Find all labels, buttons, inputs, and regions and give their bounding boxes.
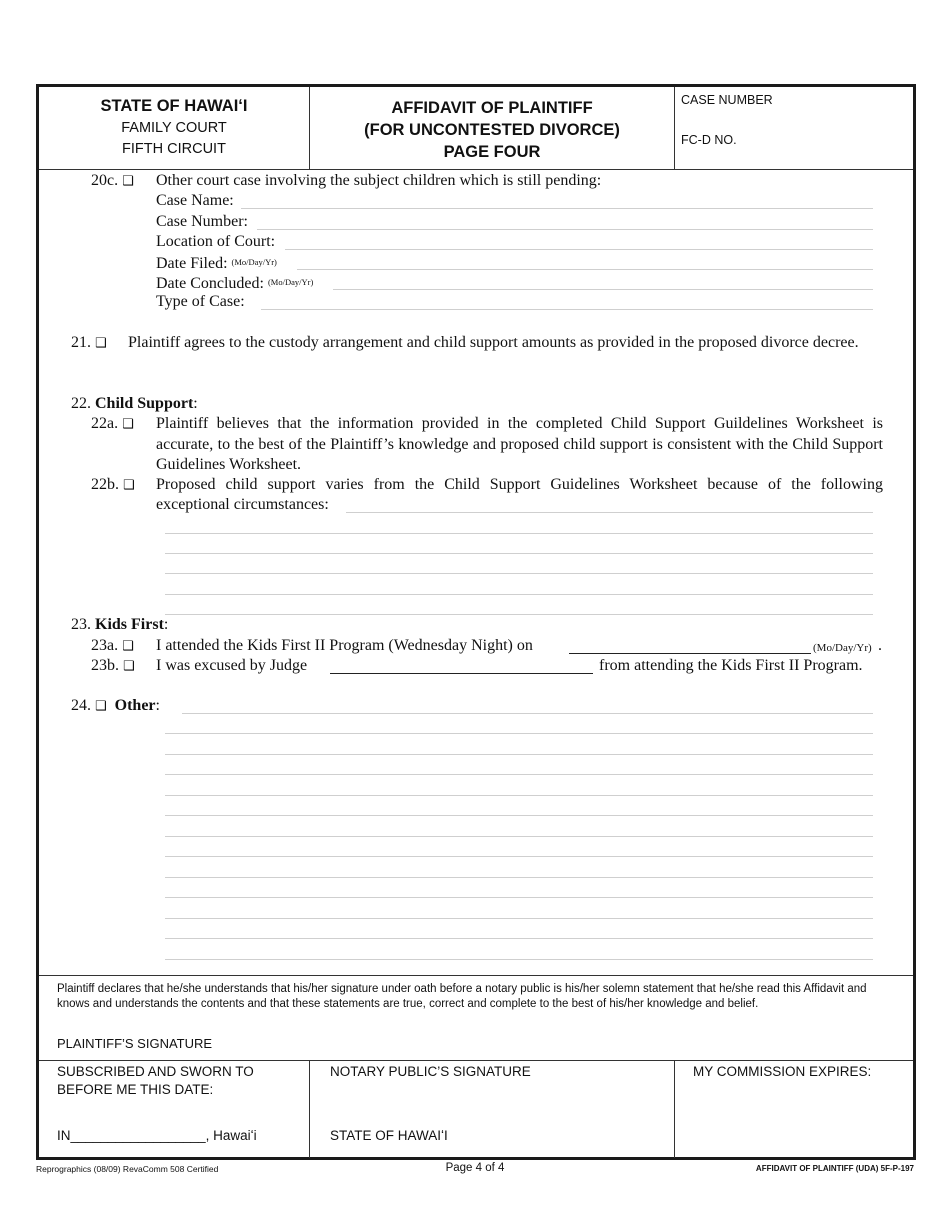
other-line[interactable] bbox=[165, 856, 873, 857]
notary-signature-label[interactable]: NOTARY PUBLIC’S SIGNATURE bbox=[330, 1064, 531, 1079]
item-number: 20c. bbox=[91, 172, 119, 189]
kids-first-date-hint: (Mo/Day/Yr) bbox=[813, 642, 872, 654]
item-21 bbox=[71, 333, 111, 354]
subscribed-line-2: BEFORE ME THIS DATE: bbox=[57, 1082, 214, 1097]
date-filed-label bbox=[156, 252, 277, 274]
commission-cell bbox=[675, 1061, 913, 1158]
footer-reprographics: Reprographics (08/09) RevaComm 508 Certified bbox=[36, 1164, 219, 1174]
declaration-text: Plaintiff declares that he/she understands that his/her signature under oath before a notary public is his/her solemn statement that he/she read this Affidavit and knows and understands the contents and that these statements are true, correct and complete to the best of his/her knowledge and belief. bbox=[57, 983, 867, 1010]
other-line[interactable] bbox=[165, 918, 873, 919]
notary-signature-cell bbox=[310, 1061, 675, 1158]
checkbox-22a[interactable]: ❑ bbox=[122, 417, 134, 432]
checkbox-24[interactable]: ❑ bbox=[95, 699, 107, 714]
date-filed-text: Date Filed: bbox=[156, 255, 228, 272]
other-line[interactable] bbox=[165, 877, 873, 878]
checkbox-21[interactable]: ❑ bbox=[95, 336, 107, 351]
date-hint: (Mo/Day/Yr) bbox=[231, 257, 277, 267]
item-number: 24. bbox=[71, 697, 91, 714]
exceptional-circumstances-line[interactable] bbox=[165, 614, 873, 615]
notary-section bbox=[39, 1060, 913, 1158]
title-line-2: (FOR UNCONTESTED DIVORCE) bbox=[364, 121, 620, 139]
other-line[interactable] bbox=[165, 795, 873, 796]
court-name: FAMILY COURT bbox=[121, 120, 227, 136]
other-line[interactable] bbox=[165, 754, 873, 755]
colon: : bbox=[193, 395, 198, 412]
item-24 bbox=[71, 696, 160, 717]
county-field[interactable]: IN__________________, Hawaiʻi bbox=[57, 1128, 257, 1143]
other-line[interactable] bbox=[165, 938, 873, 939]
other-line[interactable] bbox=[165, 836, 873, 837]
item-22a-text: Plaintiff believes that the information provided in the completed Child Support Guildelines Worksheet is accurate, to the best of the Plaintiff’s knowledge and proposed child support is consistent with the Child Support Guidelines Worksheet. bbox=[156, 415, 883, 473]
exceptional-circumstances-line[interactable] bbox=[165, 533, 873, 534]
item-22b-text-line2: exceptional circumstances: bbox=[156, 496, 329, 513]
footer-form-id: AFFIDAVIT OF PLAINTIFF (UDA) 5F-P-197 bbox=[755, 1164, 914, 1173]
location-field[interactable] bbox=[285, 249, 873, 250]
item-number: 22a. bbox=[91, 415, 119, 432]
other-heading: Other bbox=[114, 697, 156, 714]
checkbox-23a[interactable]: ❑ bbox=[122, 639, 134, 654]
item-23a-text: I attended the Kids First II Program (Wednesday Night) on bbox=[156, 637, 533, 654]
item-23b bbox=[91, 656, 139, 677]
item-number: 23a. bbox=[91, 637, 119, 654]
date-concluded-label bbox=[156, 272, 313, 294]
item-22b bbox=[91, 475, 139, 496]
item-number: 21. bbox=[71, 334, 91, 351]
commission-expires-label[interactable]: MY COMMISSION EXPIRES: bbox=[693, 1064, 872, 1079]
checkbox-23b[interactable]: ❑ bbox=[123, 659, 135, 674]
case-number-label: CASE NUMBER bbox=[681, 93, 773, 107]
exceptional-circumstances-line[interactable] bbox=[165, 553, 873, 554]
form-title bbox=[310, 97, 674, 163]
type-of-case-label: Type of Case: bbox=[156, 293, 245, 310]
colon: : bbox=[155, 697, 160, 714]
item-21-text: Plaintiff agrees to the custody arrangement and child support amounts as provided in the proposed divorce decree. bbox=[128, 334, 859, 351]
title-line-1: AFFIDAVIT OF PLAINTIFF bbox=[391, 99, 593, 117]
other-line[interactable] bbox=[165, 959, 873, 960]
other-line[interactable] bbox=[165, 733, 873, 734]
date-hint: (Mo/Day/Yr) bbox=[267, 277, 314, 287]
title-line-3: PAGE FOUR bbox=[443, 143, 541, 161]
kids-first-heading: Kids First bbox=[95, 616, 164, 633]
item-22a bbox=[91, 414, 138, 435]
case-number-field-label: Case Number: bbox=[156, 213, 248, 230]
case-number-block[interactable] bbox=[675, 87, 913, 169]
checkbox-22b[interactable]: ❑ bbox=[123, 478, 135, 493]
kids-first-date-field[interactable] bbox=[569, 653, 811, 654]
other-line[interactable] bbox=[165, 815, 873, 816]
item-22-heading bbox=[71, 394, 198, 414]
date-filed-field[interactable] bbox=[297, 269, 873, 270]
footer-page-number: Page 4 of 4 bbox=[445, 1162, 505, 1174]
colon: : bbox=[163, 616, 169, 633]
child-support-heading: Child Support bbox=[95, 395, 194, 412]
case-number-field[interactable] bbox=[257, 229, 873, 230]
case-prefix: FC-D NO. bbox=[681, 133, 737, 147]
case-name-label: Case Name: bbox=[156, 192, 234, 209]
case-name-field[interactable] bbox=[241, 208, 873, 209]
other-line[interactable] bbox=[165, 897, 873, 898]
item-23b-text: I was excused by Judge bbox=[156, 657, 308, 674]
subscribed-line-1: SUBSCRIBED AND SWORN TO bbox=[57, 1064, 254, 1079]
title-block bbox=[310, 87, 675, 169]
plaintiff-signature-label[interactable]: PLAINTIFF’S SIGNATURE bbox=[57, 1036, 213, 1051]
other-field[interactable] bbox=[182, 713, 873, 714]
item-number: 22b. bbox=[91, 476, 119, 493]
exceptional-circumstances-field[interactable] bbox=[346, 512, 873, 513]
date-concluded-text: Date Concluded: bbox=[156, 275, 264, 292]
subscribed-cell bbox=[39, 1061, 310, 1158]
exceptional-circumstances-line[interactable] bbox=[165, 594, 873, 595]
item-23b-end: from attending the Kids First II Program. bbox=[599, 657, 863, 674]
checkbox-20c[interactable]: ❑ bbox=[122, 174, 134, 189]
item-number: 22. bbox=[71, 395, 91, 412]
notary-state: STATE OF HAWAIʻI bbox=[330, 1128, 448, 1143]
circuit-name: FIFTH CIRCUIT bbox=[122, 141, 226, 157]
declaration-section bbox=[39, 975, 913, 1061]
judge-name-field[interactable] bbox=[330, 673, 593, 674]
court-block bbox=[39, 87, 310, 169]
affidavit-form bbox=[36, 84, 916, 1160]
period: . bbox=[878, 637, 882, 654]
other-line[interactable] bbox=[165, 774, 873, 775]
item-23a bbox=[91, 636, 138, 657]
item-number: 23b. bbox=[91, 657, 119, 674]
item-22b-text-line1: Proposed child support varies from the Child Support Guidelines Worksheet because of the following bbox=[156, 476, 883, 493]
exceptional-circumstances-line[interactable] bbox=[165, 573, 873, 574]
item-20c-text: Other court case involving the subject children which is still pending: bbox=[156, 172, 602, 189]
item-number: 23. bbox=[71, 616, 91, 633]
form-header bbox=[39, 87, 913, 170]
location-label: Location of Court: bbox=[156, 233, 276, 250]
item-23-heading bbox=[71, 615, 168, 635]
state-name: STATE OF HAWAIʻI bbox=[100, 97, 248, 115]
date-concluded-field[interactable] bbox=[333, 289, 873, 290]
item-20c bbox=[91, 171, 138, 192]
type-of-case-field[interactable] bbox=[261, 309, 873, 310]
